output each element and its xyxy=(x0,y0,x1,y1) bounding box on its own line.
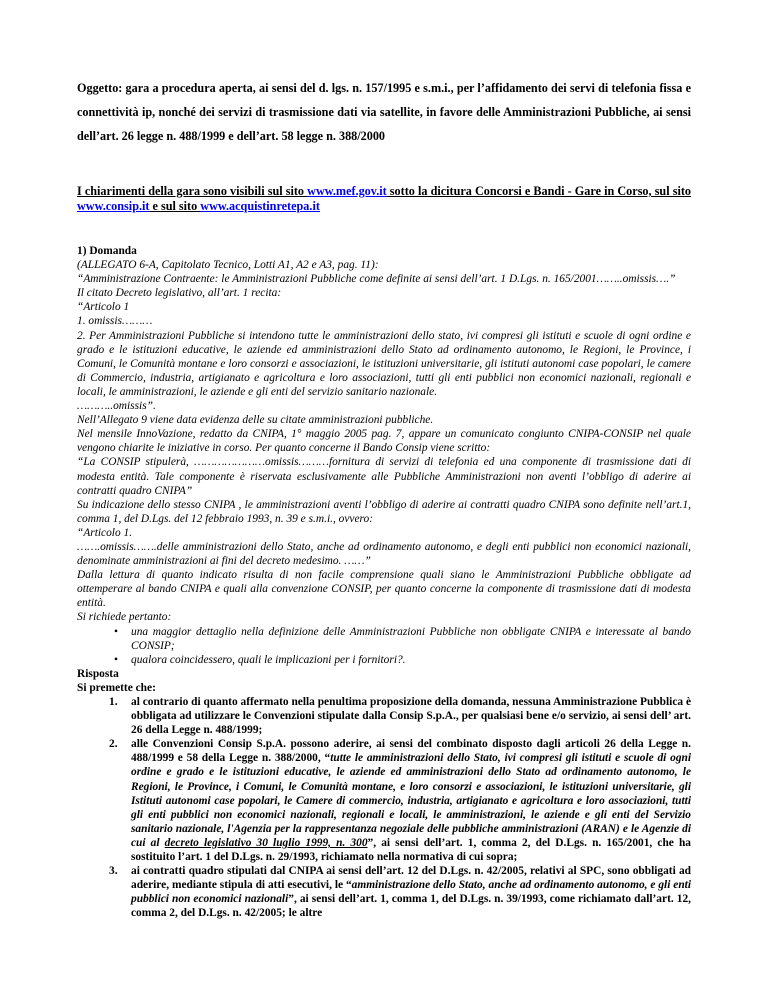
question-line: Si richiede pertanto: xyxy=(77,611,172,624)
item-number: 2. xyxy=(109,738,118,751)
bullet-item: • una maggior dettaglio nella definizione delle Amministrazioni Pubbliche non obbligate CNIPA e interessate al bando CONSIP; xyxy=(114,625,691,653)
question-line: “Articolo 1 xyxy=(77,301,130,314)
link-acquistinretepa[interactable]: www.acquistinretepa.it xyxy=(200,199,320,213)
answer-item xyxy=(109,864,691,920)
item-number: 3. xyxy=(109,865,118,878)
answer-intro: Si premette che: xyxy=(77,681,156,694)
link-mef[interactable]: www.mef.gov.it xyxy=(307,184,387,198)
item-text: ”, ai sensi dell’art. 1, comma 1, del D.Lgs. n. 39/1993, come richiamato dall’art. 12, comma 2, del D.Lgs. n. 42/2005; le altre xyxy=(131,893,691,920)
link-consip[interactable]: www.consip.it xyxy=(77,199,150,213)
question-line: Dalla lettura di quanto indicato risulta di non facile comprensione quali siano le Amministrazioni Pubbliche obbligate ad ottemperare al bando CNIPA e quali alla convenzione CONSIP, per quanto concerne la componente di trasmissione dati di modesta entità. xyxy=(77,569,691,610)
item-quote-link: decreto legislativo 30 luglio 1999, n. 300 xyxy=(164,836,368,849)
document-page xyxy=(77,76,691,921)
item-quote: tutte le amministrazioni dello Stato, ivi compresi gli istituti e scuole di ogni ordine e grado e le istituzioni educative, le aziende ed amministrazioni dello Stato ad ordinamento autonomo, le Regioni, le Province, i Comuni, le Comunità montane, e loro consorzi e associazioni, le istituzioni universitarie, gli Istituti autonomi case popolari, le Camere di commercio, industria, artigianato e agricoltura e loro associazioni, tutti gli enti pubblici non economici nazionali, regionali e locali, le amministrazioni, le aziende e gli enti del Servizio sanitario nazionale, l'Agenzia per la rappresentanza negoziale delle pubbliche amministrazioni (ARAN) e le Agenzie di cui al xyxy=(131,752,692,849)
question-line: (ALLEGATO 6-A, Capitolato Tecnico, Lotti A1, A2 e A3, pag. 11): xyxy=(77,259,379,272)
question-line: “Articolo 1. xyxy=(77,526,133,539)
question-line: 1. omissis……… xyxy=(77,315,153,328)
item-text: al contrario di quanto affermato nella penultima proposizione della domanda, nessuna Amministrazione Pubblica è obbligata ad utilizzare le Convenzioni stipulate dalla Consip S.p.A., per qualsiasi bene e/o servizio, ai sensi dell’ art. 26 della Legge n. 488/1999; xyxy=(131,696,691,737)
item-text: ai contratti quadro stipulati dal CNIPA ai sensi dell’art. 12 del D.Lgs. n. 42/2005, relativi al SPC, sono obbligati ad aderire, mediante stipula di atti esecutivi, le “ xyxy=(131,865,691,892)
question-line: …….omissis…….delle amministrazioni dello Stato, anche ad ordinamento autonomo, e degli enti pubblici non economici nazionali, denominate amministrazioni ai fini del decreto medesimo. ……” xyxy=(77,540,691,568)
question-line: “Amministrazione Contraente: le Amministrazioni Pubbliche come definite ai sensi dell’art. 1 D.Lgs. n. 165/2001……..omissis….” xyxy=(77,273,676,286)
document-body xyxy=(77,244,691,921)
answer-list xyxy=(77,695,691,921)
item-quote: amministrazione dello Stato, anche ad ordinamento autonomo, e gli enti pubblici non economici nazionali xyxy=(131,879,691,906)
item-text: ”, ai sensi dell’art. 1, comma 2, del D.Lgs. n. 165/2001, che ha sostituito l’art. 1 del D.Lgs. n. 29/1993, richiamato nella normativa di cui sopra; xyxy=(131,836,691,864)
question-line: ………..omissis”. xyxy=(77,400,156,413)
question-line: 2. Per Amministrazioni Pubbliche si intendono tutte le amministrazioni dello stato, ivi compresi gli istituti e scuole di ogni ordine e grado e le istituzioni educative, le aziende ed amministrazioni dello Stato ad ordinamento autonomo, le Regioni, le Province, i Comuni, le Comunità montane e loro consorzi e associazioni, le istituzioni universitarie, gli istituti autonomi case popolari, le camere di Commercio, industria, artigianato e agricoltura e loro associazioni, tutti gli enti pubblici non economici nazionali, regionali e locali, le amministrazioni, le aziende e gli enti del servizio sanitario nazionale. xyxy=(77,329,691,398)
bullet-item: • qualora coincidessero, quali le implicazioni per i fornitori?. xyxy=(114,653,691,667)
answer-item xyxy=(109,737,692,864)
answer-heading: Risposta xyxy=(77,667,119,680)
question-line: Nel mensile InnoVazione, redatto da CNIPA, 1° maggio 2005 pag. 7, appare un comunicato congiunto CNIPA-CONSIP nel quale vengono chiarite le iniziative in corso. Per quanto concerne il Bando Consip viene scritto: xyxy=(77,428,691,455)
question-line: Il citato Decreto legislativo, all’art. 1 recita: xyxy=(77,287,282,300)
subject-heading: Oggetto: gara a procedura aperta, ai sensi del d. lgs. n. 157/1995 e s.m.i., per l’affidamento dei servi di telefonia fissa e connettività ip, nonché dei servizi di trasmissione dati via satellite, in favore delle Amministrazioni Pubbliche, ai sensi dell’art. 26 legge n. 488/1999 e dell’art. 58 legge n. 388/2000 xyxy=(77,81,691,143)
question-line: “La CONSIP stipulerà, …………………omissis………fornitura di servizi di telefonia ed una componente di trasmissione dati di modesta entità. Tale componente è riservata esclusivamente alle Pubbliche Amministrazioni non aventi l’obbligo di aderire ai contratti quadro CNIPA” xyxy=(77,456,691,497)
answer-item xyxy=(109,695,691,737)
info-text-2: sotto la dicitura Concorsi e Bandi - Gare in Corso, sul sito xyxy=(386,184,691,198)
info-text-1: I chiarimenti della gara sono visibili sul sito xyxy=(77,184,308,198)
question-bullets xyxy=(77,625,691,667)
item-text: alle Convenzioni Consip S.p.A. possono aderire, ai sensi del combinato disposto dagli articoli 26 della Legge n. 488/1999 e 58 della Legge n. 388/2000, “ xyxy=(131,738,691,765)
info-notice xyxy=(77,184,691,214)
question-line: Su indicazione dello stesso CNIPA , le amministrazioni aventi l’obbligo di aderire ai contratti quadro CNIPA sono definite nell’art.1, comma 1, del D.Lgs. del 12 febbraio 1993, n. 39 e s.m.i., ovvero: xyxy=(77,498,691,525)
info-text-3: e sul sito xyxy=(149,199,201,213)
question-heading: 1) Domanda xyxy=(77,245,137,257)
item-number: 1. xyxy=(109,696,118,708)
question-line: Nell’Allegato 9 viene data evidenza delle su citate amministrazioni pubbliche. xyxy=(77,414,434,427)
